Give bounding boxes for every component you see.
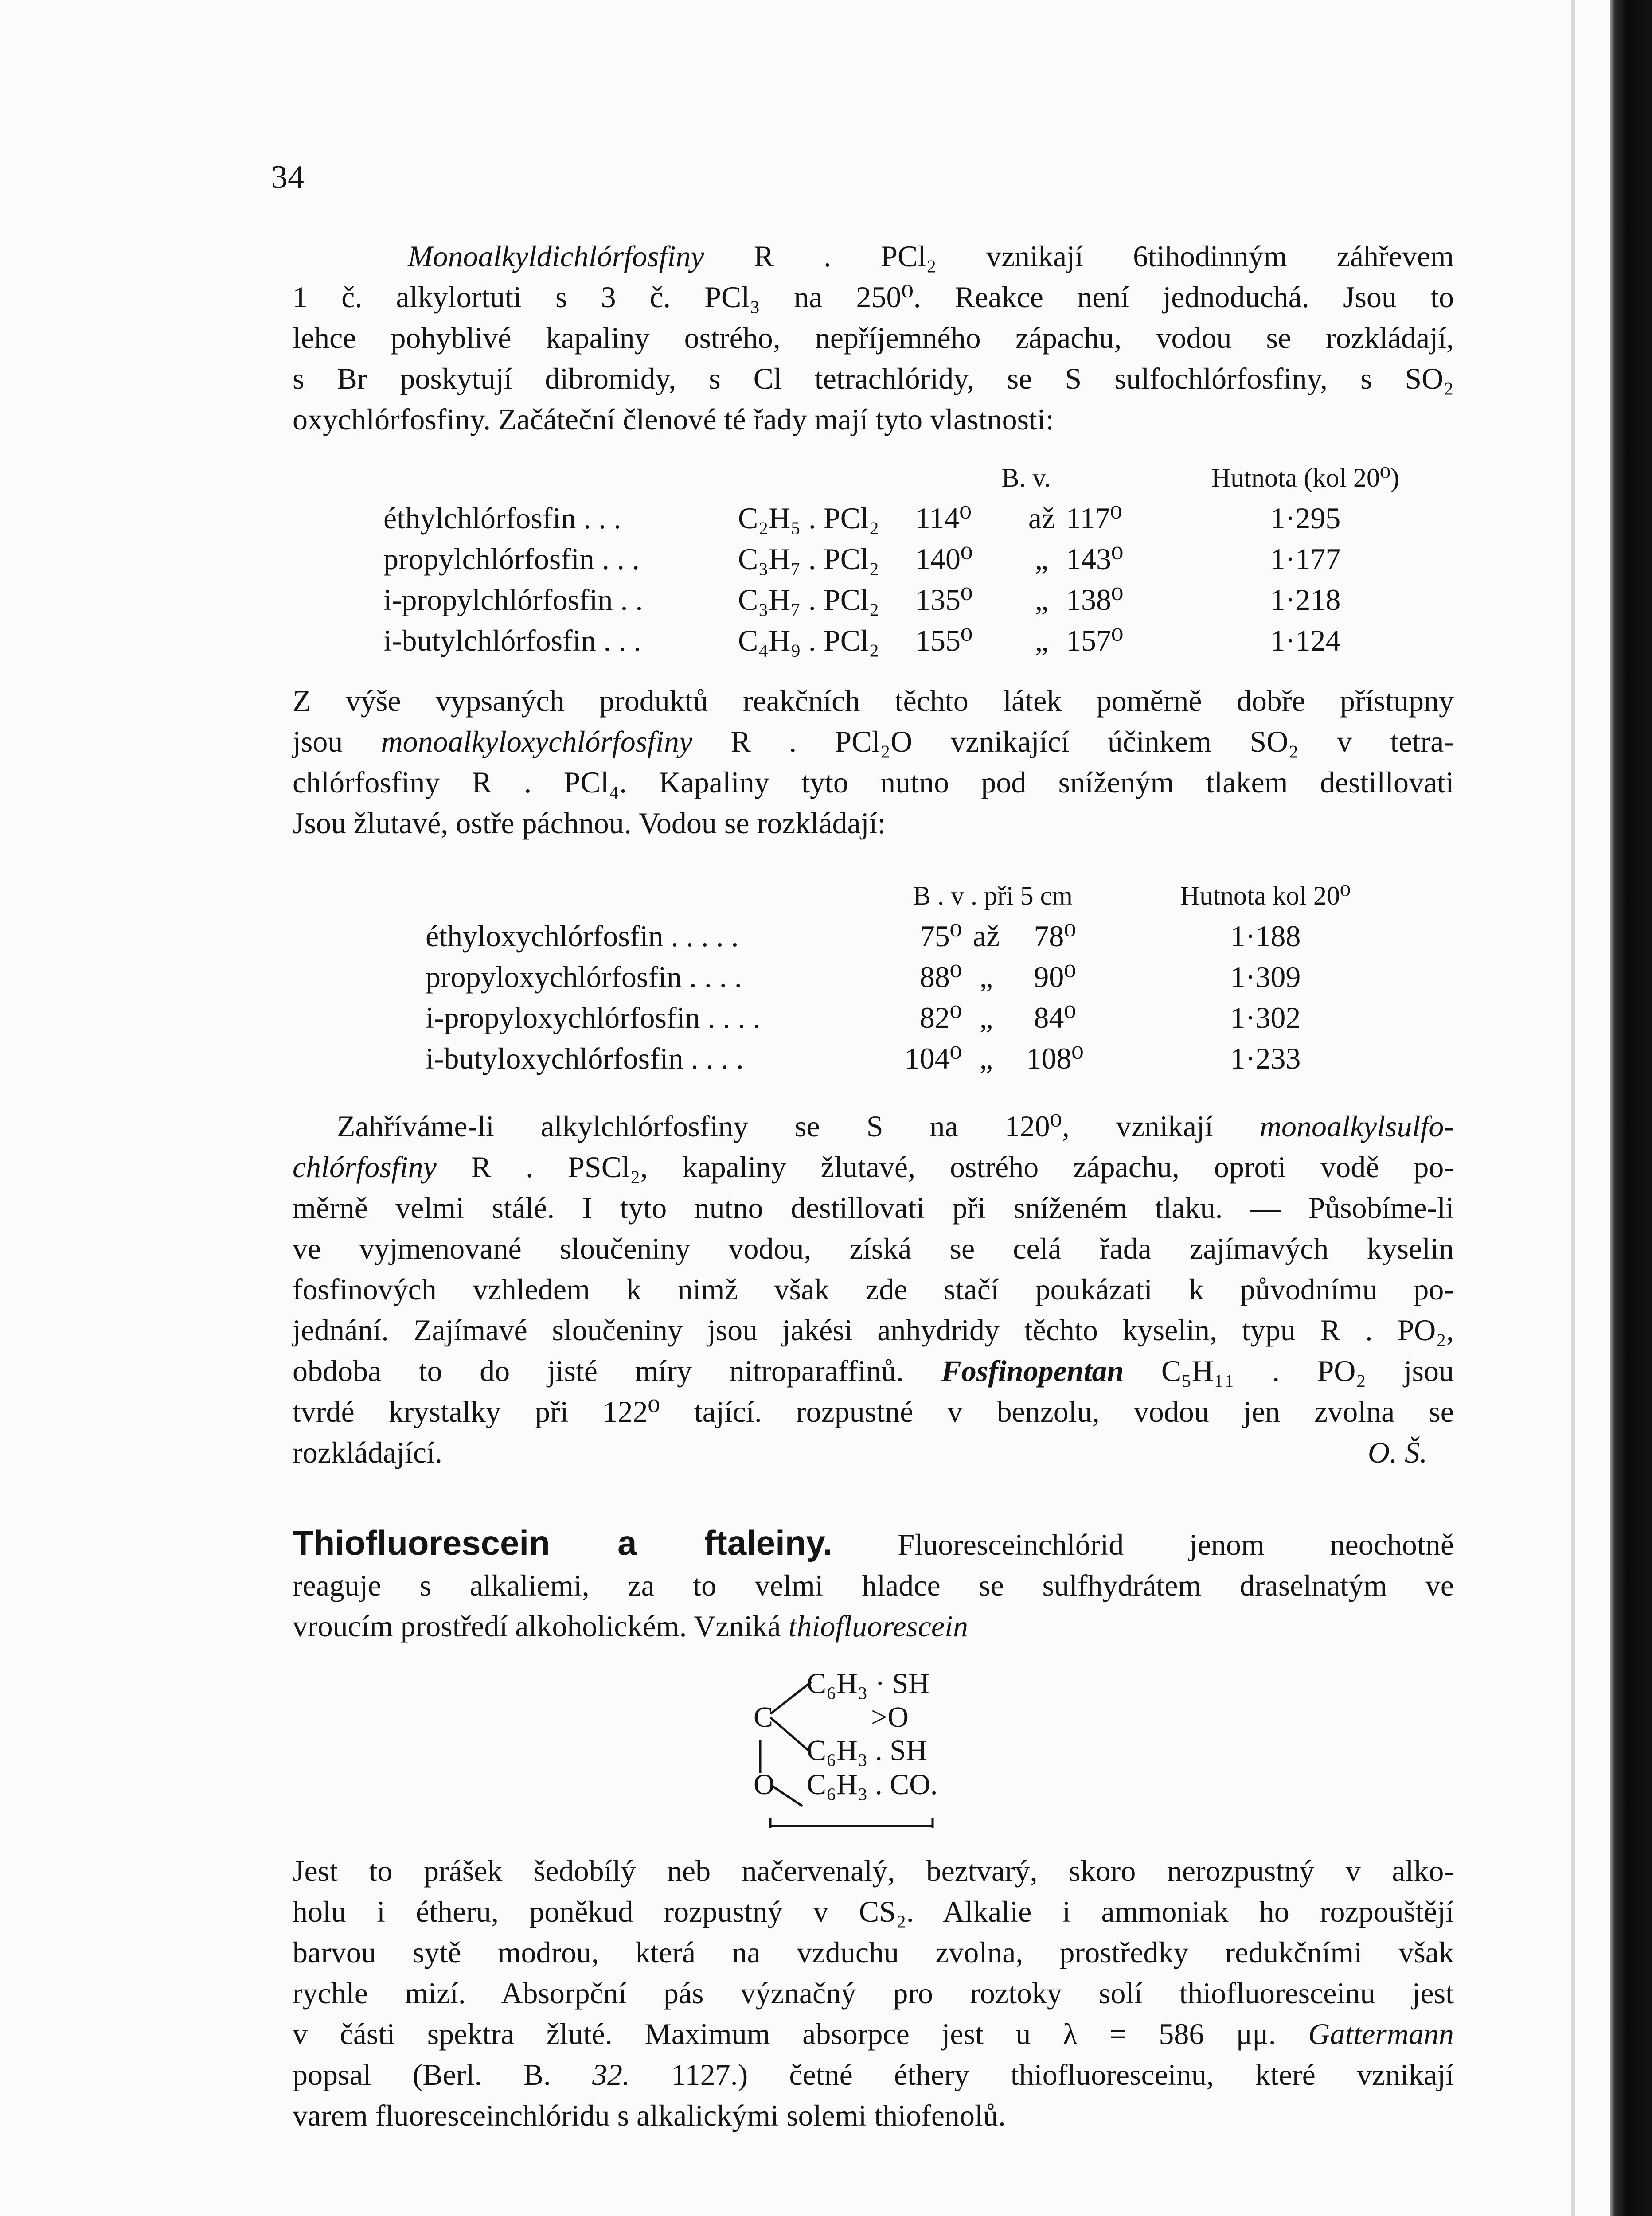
density-value: 1·309 xyxy=(1230,960,1301,994)
structure-middle-group: C₆H₃ . SH xyxy=(807,1734,927,1767)
bp-separator: „ xyxy=(979,1001,993,1035)
term-chlorfosfiny: chlórfosfiny xyxy=(293,1150,437,1184)
page-number: 34 xyxy=(271,159,304,195)
scan-border xyxy=(1610,0,1652,2216)
text-line xyxy=(293,236,1454,277)
density-value: 1·188 xyxy=(1230,919,1301,953)
journal-volume: 32. xyxy=(592,2058,630,2091)
paragraph-monoalkyloxychlorfosfiny xyxy=(293,680,1454,843)
bp-separator: „ xyxy=(979,960,993,994)
bp-to: 143⁰ xyxy=(1066,542,1124,576)
text-line: chlórfosfiny R . PCl₄. Kapaliny tyto nutno pod sníženým tlakem destillovati xyxy=(293,765,1454,799)
bp-to: 108⁰ xyxy=(1026,1042,1084,1076)
table-row xyxy=(383,498,1447,539)
text-line: rychle mizí. Absorpční pás význačný pro roztoky solí thiofluoresceinu jest xyxy=(293,1976,1454,2010)
text-line: lehce pohyblivé kapaliny ostrého, nepříjemného zápachu, vodou se rozkládají, xyxy=(293,321,1454,355)
table-row xyxy=(383,620,1447,661)
table-row xyxy=(383,580,1447,620)
text-line xyxy=(293,721,1454,762)
compound-name: i-propylchlórfosfin . . xyxy=(383,583,643,617)
bp-from: 135⁰ xyxy=(915,583,973,617)
term-monoalkylsulfo: monoalkylsulfo- xyxy=(1259,1109,1454,1143)
header-bp: B . v . při 5 cm xyxy=(913,881,1073,910)
density-value: 1·218 xyxy=(1270,583,1341,617)
text-span: R . PCl₂O vznikající účinkem SO₂ v tetra- xyxy=(730,725,1454,758)
compound-name: éthylchlórfosfin . . . xyxy=(383,501,621,535)
table-row xyxy=(426,1038,1432,1079)
compound-name: propylchlórfosfin . . . xyxy=(383,542,640,576)
text-span: v části spektra žluté. Maximum absorpce jest u λ = 586 μμ. xyxy=(293,2017,1276,2051)
density-value: 1·124 xyxy=(1270,624,1341,658)
text-span: popsal (Berl. B. xyxy=(293,2058,551,2091)
author-gattermann: Gattermann xyxy=(1308,2017,1454,2051)
table-row xyxy=(383,539,1447,580)
term-thiofluorescein: thiofluorescein xyxy=(788,1609,969,1643)
density-value: 1·177 xyxy=(1270,542,1341,576)
header-density: Hutnota kol 20⁰ xyxy=(1180,881,1351,910)
density-value: 1·302 xyxy=(1230,1001,1301,1035)
bp-to: 157⁰ xyxy=(1066,624,1124,658)
text-line: tvrdé krystalky při 122⁰ tající. rozpustné v benzolu, vodou jen zvolna se xyxy=(293,1395,1454,1428)
bp-separator: „ xyxy=(1035,624,1049,658)
bp-to: 78⁰ xyxy=(1034,919,1076,953)
text-line: měrně velmi stálé. I tyto nutno destillovati při sníženém tlaku. — Působíme-li xyxy=(293,1191,1454,1225)
term-monoalkyloxychlorfosfiny: monoalkyloxychlórfosfiny xyxy=(381,725,693,758)
text-span: jsou xyxy=(293,725,343,758)
bp-separator: „ xyxy=(979,1042,993,1076)
bp-from: 140⁰ xyxy=(915,542,973,576)
compound-formula: C₂H₅ . PCl₂ xyxy=(738,501,879,535)
structure-oxygen: O xyxy=(754,1768,775,1801)
table-row xyxy=(426,916,1432,957)
text-line: jednání. Zajímavé sloučeniny jsou jakési anhydridy těchto kyselin, typu R . PO₂, xyxy=(293,1313,1454,1347)
section-heading: Thiofluorescein a ftaleiny. xyxy=(293,1523,832,1562)
text-span: R . PCl₂ vznikají 6tihodinným záhřevem xyxy=(754,239,1454,273)
bp-to: 117⁰ xyxy=(1066,501,1122,535)
text-line xyxy=(293,1606,1454,1646)
text-line: 1 č. alkylortuti s 3 č. PCl₃ na 250⁰. Reakce není jednoduchá. Jsou to xyxy=(293,280,1454,314)
structure-bottom-group: C₆H₃ . CO. xyxy=(807,1768,938,1801)
text-line: oxychlórfosfiny. Začáteční členové té řady mají tyto vlastnosti: xyxy=(293,402,1054,436)
text-line xyxy=(293,1350,1454,1391)
thiofluorescein-structure xyxy=(754,1667,984,1833)
table-header-row xyxy=(383,457,1447,498)
bp-to: 84⁰ xyxy=(1034,1001,1076,1035)
paragraph-thiofluorescein-properties xyxy=(293,1850,1454,2136)
paragraph-monoalkylsulfochlorfosfiny xyxy=(293,1106,1454,1473)
compound-formula: C₃H₇ . PCl₂ xyxy=(738,583,879,617)
bp-to: 90⁰ xyxy=(1034,960,1076,994)
text-line: s Br poskytují dibromidy, s Cl tetrachlóridy, se S sulfochlórfosfiny, s SO₂ xyxy=(293,362,1454,395)
text-span: obdoba to do jisté míry nitroparaffinů. xyxy=(293,1354,904,1388)
compound-formula: C₄H₉ . PCl₂ xyxy=(738,624,879,658)
text-span: Zahříváme-li alkylchlórfosfiny se S na 120⁰, vznikají xyxy=(337,1109,1213,1143)
table-alkyloxychlorfosfiny xyxy=(426,875,1432,1079)
structure-oxygen-bridge: >O xyxy=(871,1701,909,1733)
header-density: Hutnota (kol 20⁰) xyxy=(1211,463,1399,492)
term-monoalkyldichlorfosfiny: Monoalkyldichlórfosfiny xyxy=(408,239,704,273)
compound-name: i-butyloxychlórfosfin . . . . xyxy=(426,1042,744,1076)
table-header-row xyxy=(426,875,1432,916)
text-line: ve vyjmenované sloučeniny vodou, získá se celá řada zajímavých kyselin xyxy=(293,1232,1454,1265)
compound-name: i-propyloxychlórfosfin . . . . xyxy=(426,1001,761,1035)
bp-to: 138⁰ xyxy=(1066,583,1124,617)
text-line xyxy=(293,2013,1454,2054)
structure-carbon: C xyxy=(754,1701,773,1733)
text-line: Jsou žlutavé, ostře páchnou. Vodou se rozkládají: xyxy=(293,806,886,840)
term-fosfinopentan: Fosfinopentan xyxy=(941,1354,1124,1388)
text-line: varem fluoresceinchlóridu s alkalickými solemi thiofenolů. xyxy=(293,2099,1006,2132)
text-span: R . PSCl₂, kapaliny žlutavé, ostrého zápachu, oproti vodě po- xyxy=(471,1150,1454,1184)
text-line xyxy=(293,1106,1454,1147)
bp-from: 104⁰ xyxy=(904,1042,962,1076)
bp-from: 88⁰ xyxy=(919,960,962,994)
text-span: Fluoresceinchlórid jenom neochotně xyxy=(898,1528,1454,1561)
text-span: C₅H₁₁ . PO₂ jsou xyxy=(1161,1354,1454,1388)
density-value: 1·233 xyxy=(1230,1042,1301,1076)
bp-from: 82⁰ xyxy=(919,1001,962,1035)
compound-name: propyloxychlórfosfin . . . . xyxy=(426,960,742,994)
table-row xyxy=(426,957,1432,998)
bp-separator: až xyxy=(1028,501,1055,535)
text-line: reaguje s alkaliemi, za to velmi hladce se sulfhydrátem draselnatým ve xyxy=(293,1568,1454,1602)
text-span: 1127.) četné éthery thiofluoresceinu, které vznikají xyxy=(671,2058,1454,2091)
compound-name: i-butylchlórfosfin . . . xyxy=(383,624,641,658)
table-row xyxy=(426,998,1432,1038)
bp-separator: „ xyxy=(1035,542,1049,576)
structure-top-group: C₆H₃ · SH xyxy=(807,1667,930,1700)
table-alkyldichlorfosfiny xyxy=(383,457,1447,661)
text-line: holu i étheru, poněkud rozpustný v CS₂. Alkalie i ammoniak ho rozpouštějí xyxy=(293,1895,1454,1928)
text-line: barvou sytě modrou, která na vzduchu zvolna, prostředky redukčními však xyxy=(293,1935,1454,1969)
bp-separator: až xyxy=(972,919,1000,953)
bp-separator: „ xyxy=(1035,583,1049,617)
bp-from: 114⁰ xyxy=(915,501,972,535)
text-line xyxy=(293,1522,1454,1565)
text-line: fosfinových vzhledem k nimž však zde stačí poukázati k původnímu po- xyxy=(293,1272,1454,1306)
density-value: 1·295 xyxy=(1270,501,1341,535)
page-edge-shadow xyxy=(1571,0,1575,2216)
text-line: Jest to prášek šedobílý neb načervenalý, beztvarý, skoro nerozpustný v alko- xyxy=(293,1854,1454,1888)
text-line xyxy=(293,1147,1454,1187)
text-line xyxy=(293,1432,1454,1473)
header-bp: B. v. xyxy=(1001,463,1051,492)
bp-from: 155⁰ xyxy=(915,624,973,658)
text-span: vroucím prostředí alkoholickém. Vzniká xyxy=(293,1609,781,1643)
author-signature: O. Š. xyxy=(1367,1436,1427,1469)
compound-name: éthyloxychlórfosfin . . . . . xyxy=(426,919,739,953)
text-span: rozkládající. xyxy=(293,1436,442,1469)
compound-formula: C₃H₇ . PCl₂ xyxy=(738,542,879,576)
text-line xyxy=(293,2054,1454,2095)
paragraph-thiofluorescein xyxy=(293,1522,1454,1646)
text-line: Z výše vypsaných produktů reakčních těchto látek poměrně dobře přístupny xyxy=(293,684,1454,718)
bp-from: 75⁰ xyxy=(919,919,962,953)
paragraph-monoalkyldichlorfosfiny xyxy=(293,236,1454,440)
